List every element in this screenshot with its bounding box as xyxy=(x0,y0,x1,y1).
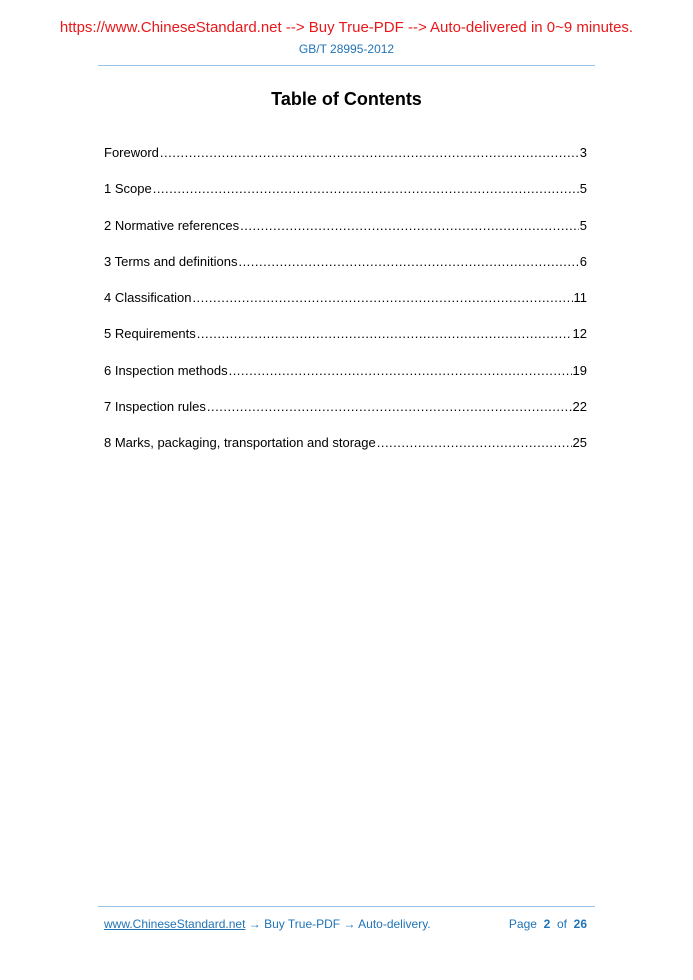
toc-entry-foreword[interactable] xyxy=(104,145,587,181)
toc-entry-label: 3 Terms and definitions xyxy=(104,253,238,269)
arrow-right-icon: → xyxy=(248,917,261,931)
toc-entry-label: 2 Normative references xyxy=(104,217,240,233)
toc-entry-label: 6 Inspection methods xyxy=(104,362,228,378)
dot-leader xyxy=(240,218,579,233)
toc-entry-label: 8 Marks, packaging, transportation and storage xyxy=(104,435,376,451)
footer-buy-text: Buy True-PDF xyxy=(264,917,341,931)
toc-entry-label: 5 Requirements xyxy=(104,326,196,342)
toc-entry-requirements[interactable] xyxy=(104,326,587,362)
standard-code: GB/T 28995-2012 xyxy=(298,42,395,56)
toc-entry-page: 5 xyxy=(579,217,587,233)
dot-leader xyxy=(160,145,579,160)
dot-leader xyxy=(207,399,572,414)
table-of-contents xyxy=(104,145,587,472)
toc-entry-label: 7 Inspection rules xyxy=(104,399,206,415)
toc-entry-inspection-methods[interactable] xyxy=(104,363,587,399)
arrow-right-icon: → xyxy=(343,917,356,931)
toc-entry-page: 6 xyxy=(579,253,587,269)
dot-leader xyxy=(192,290,572,305)
toc-entry-page: 25 xyxy=(572,435,587,451)
page-footer xyxy=(104,917,587,931)
current-page-number: 2 xyxy=(543,917,551,931)
footer-site-link[interactable]: www.ChineseStandard.net xyxy=(104,917,246,931)
toc-entry-terms-and-definitions[interactable] xyxy=(104,254,587,290)
page-indicator xyxy=(509,917,587,931)
page-title: Table of Contents xyxy=(271,89,422,109)
dot-leader xyxy=(238,254,578,269)
toc-entry-inspection-rules[interactable] xyxy=(104,399,587,435)
toc-entry-page: 12 xyxy=(572,326,587,342)
toc-entry-label: 4 Classification xyxy=(104,290,192,306)
toc-entry-page: 19 xyxy=(572,362,587,378)
toc-entry-page: 3 xyxy=(579,145,587,160)
of-word: of xyxy=(556,917,567,931)
total-pages: 26 xyxy=(573,917,587,931)
toc-entry-page: 5 xyxy=(579,181,587,197)
page-word: Page xyxy=(508,917,537,931)
dot-leader xyxy=(197,326,572,341)
dot-leader xyxy=(153,181,579,196)
footer-divider xyxy=(98,906,595,907)
toc-entry-page: 22 xyxy=(572,399,587,415)
dot-leader xyxy=(229,363,572,378)
toc-entry-label: Foreword xyxy=(104,145,159,160)
toc-entry-scope[interactable] xyxy=(104,181,587,217)
header-divider xyxy=(98,65,595,66)
toc-entry-marks-packaging[interactable] xyxy=(104,435,587,471)
toc-entry-page: 11 xyxy=(573,290,587,306)
promo-banner[interactable]: https://www.ChineseStandard.net --> Buy True-PDF --> Auto-delivered in 0~9 minutes. xyxy=(59,19,634,36)
dot-leader xyxy=(377,435,572,450)
toc-entry-normative-references[interactable] xyxy=(104,218,587,254)
toc-entry-classification[interactable] xyxy=(104,290,587,326)
toc-entry-label: 1 Scope xyxy=(104,181,152,197)
footer-delivery-text: Auto-delivery. xyxy=(358,917,431,931)
